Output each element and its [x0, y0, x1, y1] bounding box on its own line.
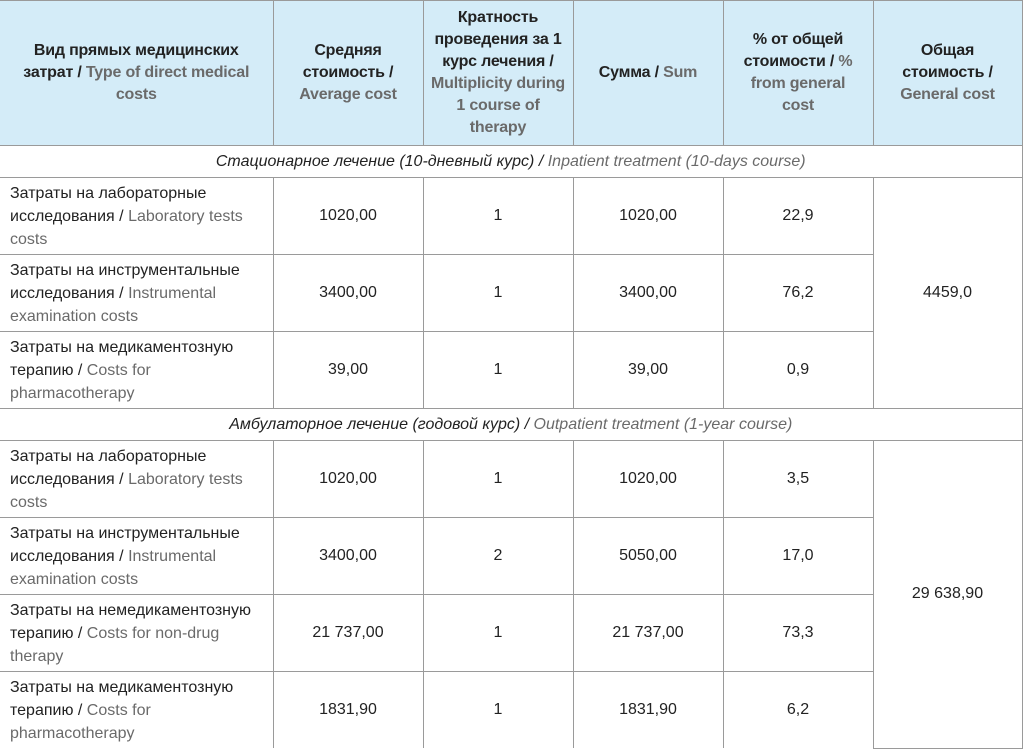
header-avg: Средняя стоимость / Average cost	[273, 1, 423, 146]
multiplicity-cell: 1	[423, 178, 573, 255]
header-sum-ru: Сумма	[598, 64, 651, 81]
percent-cell: 6,2	[723, 672, 873, 749]
header-type: Вид прямых медицинских затрат / Type of direct medical costs	[0, 1, 273, 146]
section-title-inpatient: Стационарное лечение (10-дневный курс) / Inpatient treatment (10-days course)	[0, 146, 1022, 178]
cost-type-cell: Затраты на лабораторные исследования / Laboratory tests costs	[0, 441, 273, 518]
multiplicity-cell: 1	[423, 441, 573, 518]
sum-cell: 1020,00	[573, 178, 723, 255]
cost-type-cell: Затраты на немедикаментозную терапию / Costs for non-drug therapy	[0, 595, 273, 672]
sum-cell: 39,00	[573, 332, 723, 409]
percent-cell: 17,0	[723, 518, 873, 595]
header-avg-en: Average cost	[299, 86, 397, 103]
section-row-outpatient	[0, 409, 1022, 441]
total-cost-cell: 29 638,90	[873, 441, 1022, 749]
avg-cost-cell: 1831,90	[273, 672, 423, 749]
table-row	[0, 441, 1022, 518]
header-type-ru: Вид прямых медицинских затрат	[23, 42, 239, 81]
header-total-en: General cost	[900, 86, 995, 103]
section-title-en: Outpatient treatment (1-year course)	[533, 416, 793, 433]
total-cost-cell: 4459,0	[873, 178, 1022, 409]
avg-cost-cell: 3400,00	[273, 518, 423, 595]
header-pct-en: % from general cost	[750, 53, 853, 114]
percent-cell: 73,3	[723, 595, 873, 672]
table-row	[0, 178, 1022, 255]
cost-type-cell: Затраты на медикаментозную терапию / Costs for pharmacotherapy	[0, 672, 273, 749]
header-total: Общая стоимость / General cost	[873, 1, 1022, 146]
avg-cost-cell: 21 737,00	[273, 595, 423, 672]
percent-cell: 76,2	[723, 255, 873, 332]
sum-cell: 1831,90	[573, 672, 723, 749]
header-sum-en: Sum	[663, 64, 698, 81]
section-title-ru: Амбулаторное лечение (годовой курс)	[229, 416, 521, 433]
multiplicity-cell: 2	[423, 518, 573, 595]
multiplicity-cell: 1	[423, 595, 573, 672]
section-title-en: Inpatient treatment (10-days course)	[547, 153, 806, 170]
sum-cell: 5050,00	[573, 518, 723, 595]
multiplicity-cell: 1	[423, 332, 573, 409]
percent-cell: 3,5	[723, 441, 873, 518]
table-row	[0, 518, 1022, 595]
sum-cell: 3400,00	[573, 255, 723, 332]
multiplicity-cell: 1	[423, 672, 573, 749]
header-pct: % от общей стоимости / % from general cost	[723, 1, 873, 146]
header-type-en: Type of direct medical costs	[85, 64, 250, 103]
header-mult-en: Multiplicity during 1 course of therapy	[431, 75, 565, 136]
section-row-inpatient	[0, 146, 1022, 178]
header-avg-ru: Средняя стоимость	[302, 42, 385, 81]
avg-cost-cell: 1020,00	[273, 178, 423, 255]
table-row	[0, 332, 1022, 409]
percent-cell: 22,9	[723, 178, 873, 255]
section-title-ru: Стационарное лечение (10-дневный курс)	[215, 153, 535, 170]
cost-type-cell: Затраты на инструментальные исследования / Instrumental examination costs	[0, 255, 273, 332]
table-row	[0, 255, 1022, 332]
avg-cost-cell: 39,00	[273, 332, 423, 409]
table-row	[0, 672, 1022, 749]
cost-type-cell: Затраты на инструментальные исследования / Instrumental examination costs	[0, 518, 273, 595]
percent-cell: 0,9	[723, 332, 873, 409]
avg-cost-cell: 3400,00	[273, 255, 423, 332]
avg-cost-cell: 1020,00	[273, 441, 423, 518]
table-row	[0, 595, 1022, 672]
header-mult: Кратность проведения за 1 курс лечения / Multiplicity during 1 course of therapy	[423, 1, 573, 146]
section-title-outpatient: Амбулаторное лечение (годовой курс) / Outpatient treatment (1-year course)	[0, 409, 1022, 441]
sum-cell: 1020,00	[573, 441, 723, 518]
sum-cell: 21 737,00	[573, 595, 723, 672]
header-pct-ru: % от общей стоимости	[743, 31, 844, 70]
header-total-ru: Общая стоимость	[902, 42, 985, 81]
cost-type-cell: Затраты на медикаментозную терапию / Costs for pharmacotherapy	[0, 332, 273, 409]
header-row	[0, 1, 1022, 146]
cost-type-cell: Затраты на лабораторные исследования / Laboratory tests costs	[0, 178, 273, 255]
multiplicity-cell: 1	[423, 255, 573, 332]
header-sum: Сумма / Sum	[573, 1, 723, 146]
header-mult-ru: Кратность проведения за 1 курс лечения	[434, 9, 562, 70]
